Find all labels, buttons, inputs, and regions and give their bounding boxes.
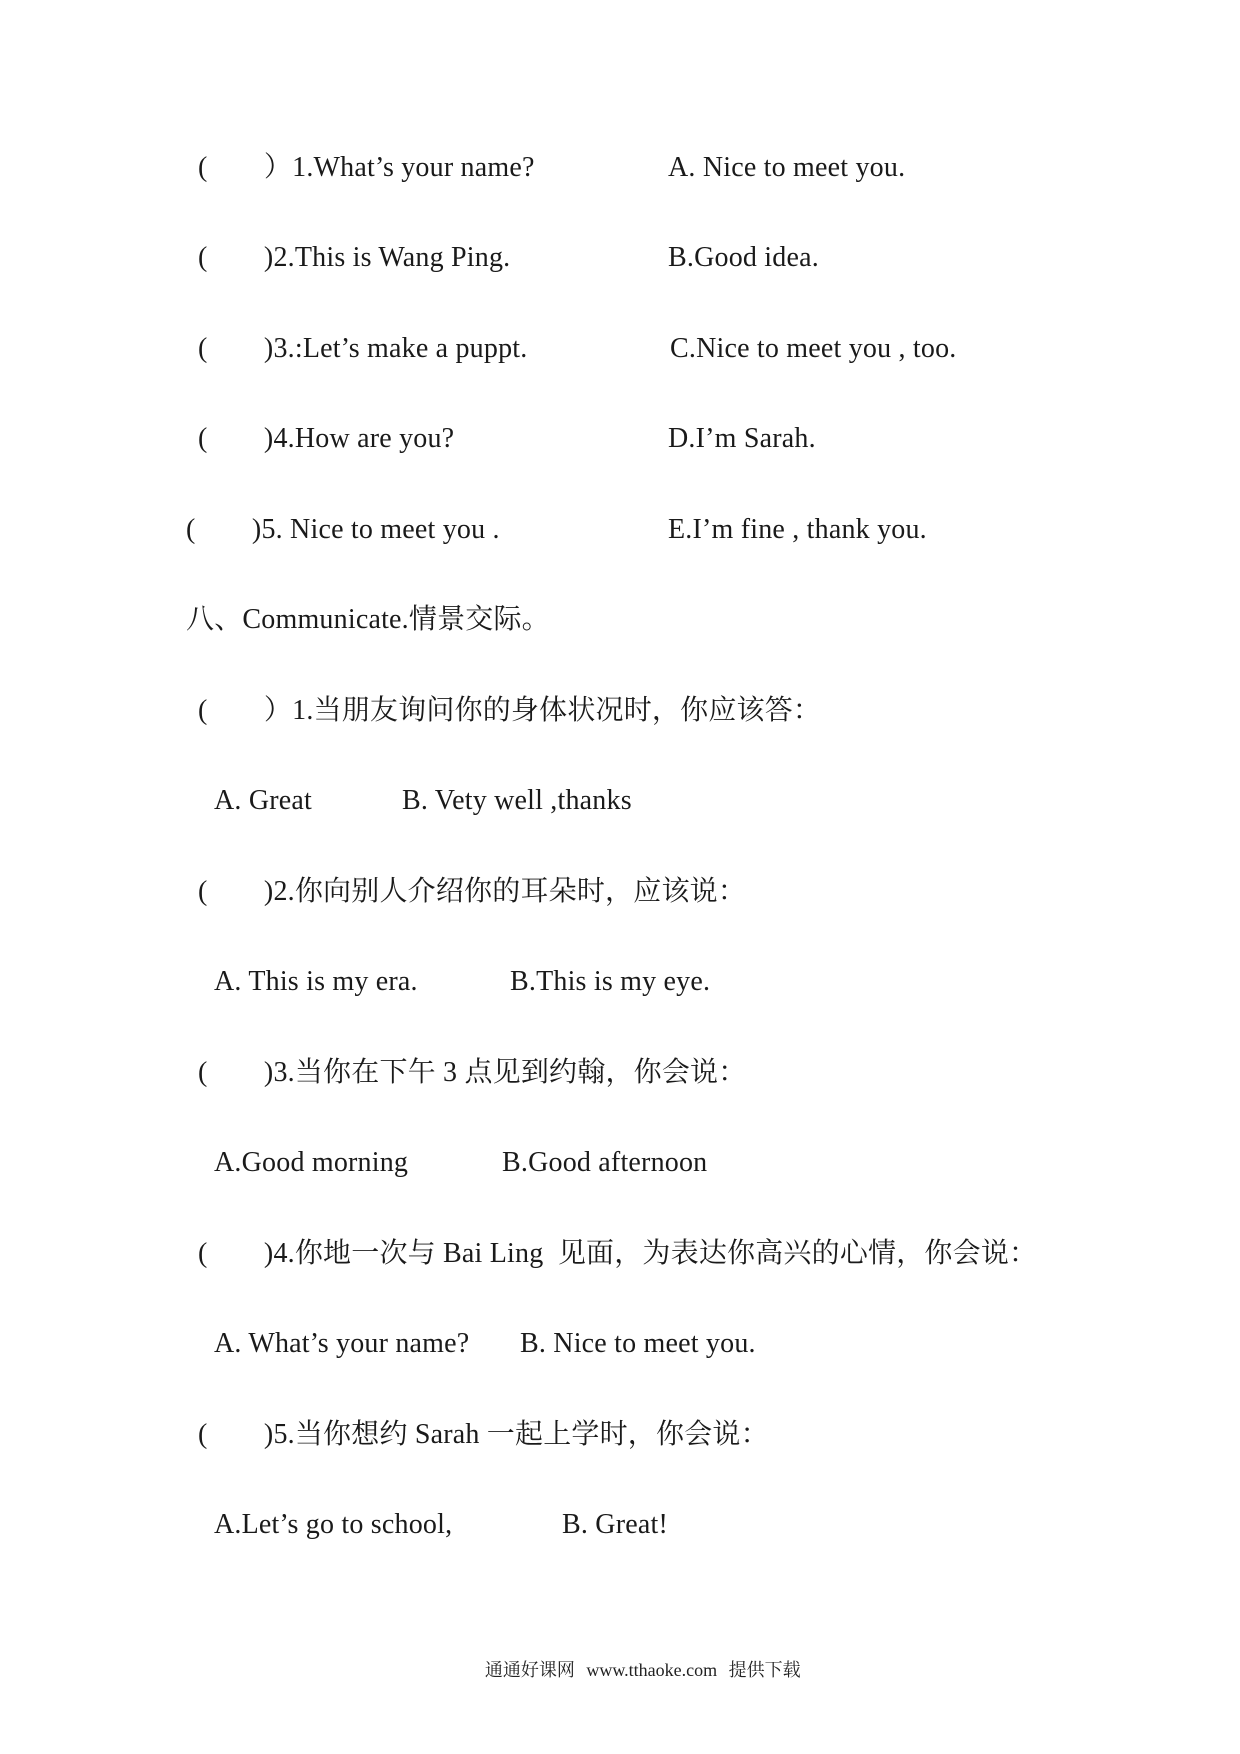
communicate-question-5: ( )5.当你想约 Sarah 一起上学时，你会说： bbox=[198, 1419, 769, 1450]
matching-question-1: ( ）1.What’s your name? bbox=[198, 152, 535, 183]
matching-answer-d: D.I’m Sarah. bbox=[668, 423, 816, 454]
communicate-option-1b: B. Vety well ,thanks bbox=[402, 785, 632, 816]
communicate-option-5a: A.Let’s go to school, bbox=[214, 1509, 453, 1540]
communicate-option-3b: B.Good afternoon bbox=[502, 1147, 708, 1178]
matching-answer-a: A. Nice to meet you. bbox=[668, 152, 906, 183]
communicate-option-5b: B. Great! bbox=[562, 1509, 668, 1540]
matching-answer-b: B.Good idea. bbox=[668, 242, 819, 273]
section-heading: 八、Communicate.情景交际。 bbox=[186, 604, 550, 635]
communicate-option-4b: B. Nice to meet you. bbox=[520, 1328, 756, 1359]
communicate-question-2: ( )2.你向别人介绍你的耳朵时，应该说： bbox=[198, 876, 747, 907]
communicate-question-3: ( )3.当你在下午 3 点见到约翰，你会说： bbox=[198, 1057, 747, 1088]
communicate-option-2b: B.This is my eye. bbox=[510, 966, 711, 997]
matching-answer-c: C.Nice to meet you , too. bbox=[670, 333, 957, 364]
footer-suffix: 提供下载 bbox=[728, 1660, 801, 1681]
footer-url[interactable]: www.tthaoke.com bbox=[586, 1660, 718, 1680]
matching-question-2: ( )2.This is Wang Ping. bbox=[198, 242, 511, 273]
matching-question-4: ( )4.How are you? bbox=[198, 423, 455, 454]
communicate-option-3a: A.Good morning bbox=[214, 1147, 409, 1178]
communicate-question-1: ( ）1.当朋友询问你的身体状况时，你应该答： bbox=[198, 695, 822, 726]
communicate-option-2a: A. This is my era. bbox=[214, 966, 418, 997]
matching-question-5: ( )5. Nice to meet you . bbox=[186, 514, 500, 545]
matching-question-3: ( )3.:Let’s make a puppt. bbox=[198, 333, 528, 364]
communicate-option-1a: A. Great bbox=[214, 785, 313, 816]
communicate-question-4: ( )4.你地一次与 Bai Ling 见面，为表达你高兴的心情，你会说： bbox=[198, 1238, 1038, 1269]
communicate-option-4a: A. What’s your name? bbox=[214, 1328, 470, 1359]
matching-answer-e: E.I’m fine , thank you. bbox=[668, 514, 927, 545]
page-footer bbox=[462, 1634, 801, 1707]
footer-site-name: 通通好课网 bbox=[484, 1660, 575, 1681]
